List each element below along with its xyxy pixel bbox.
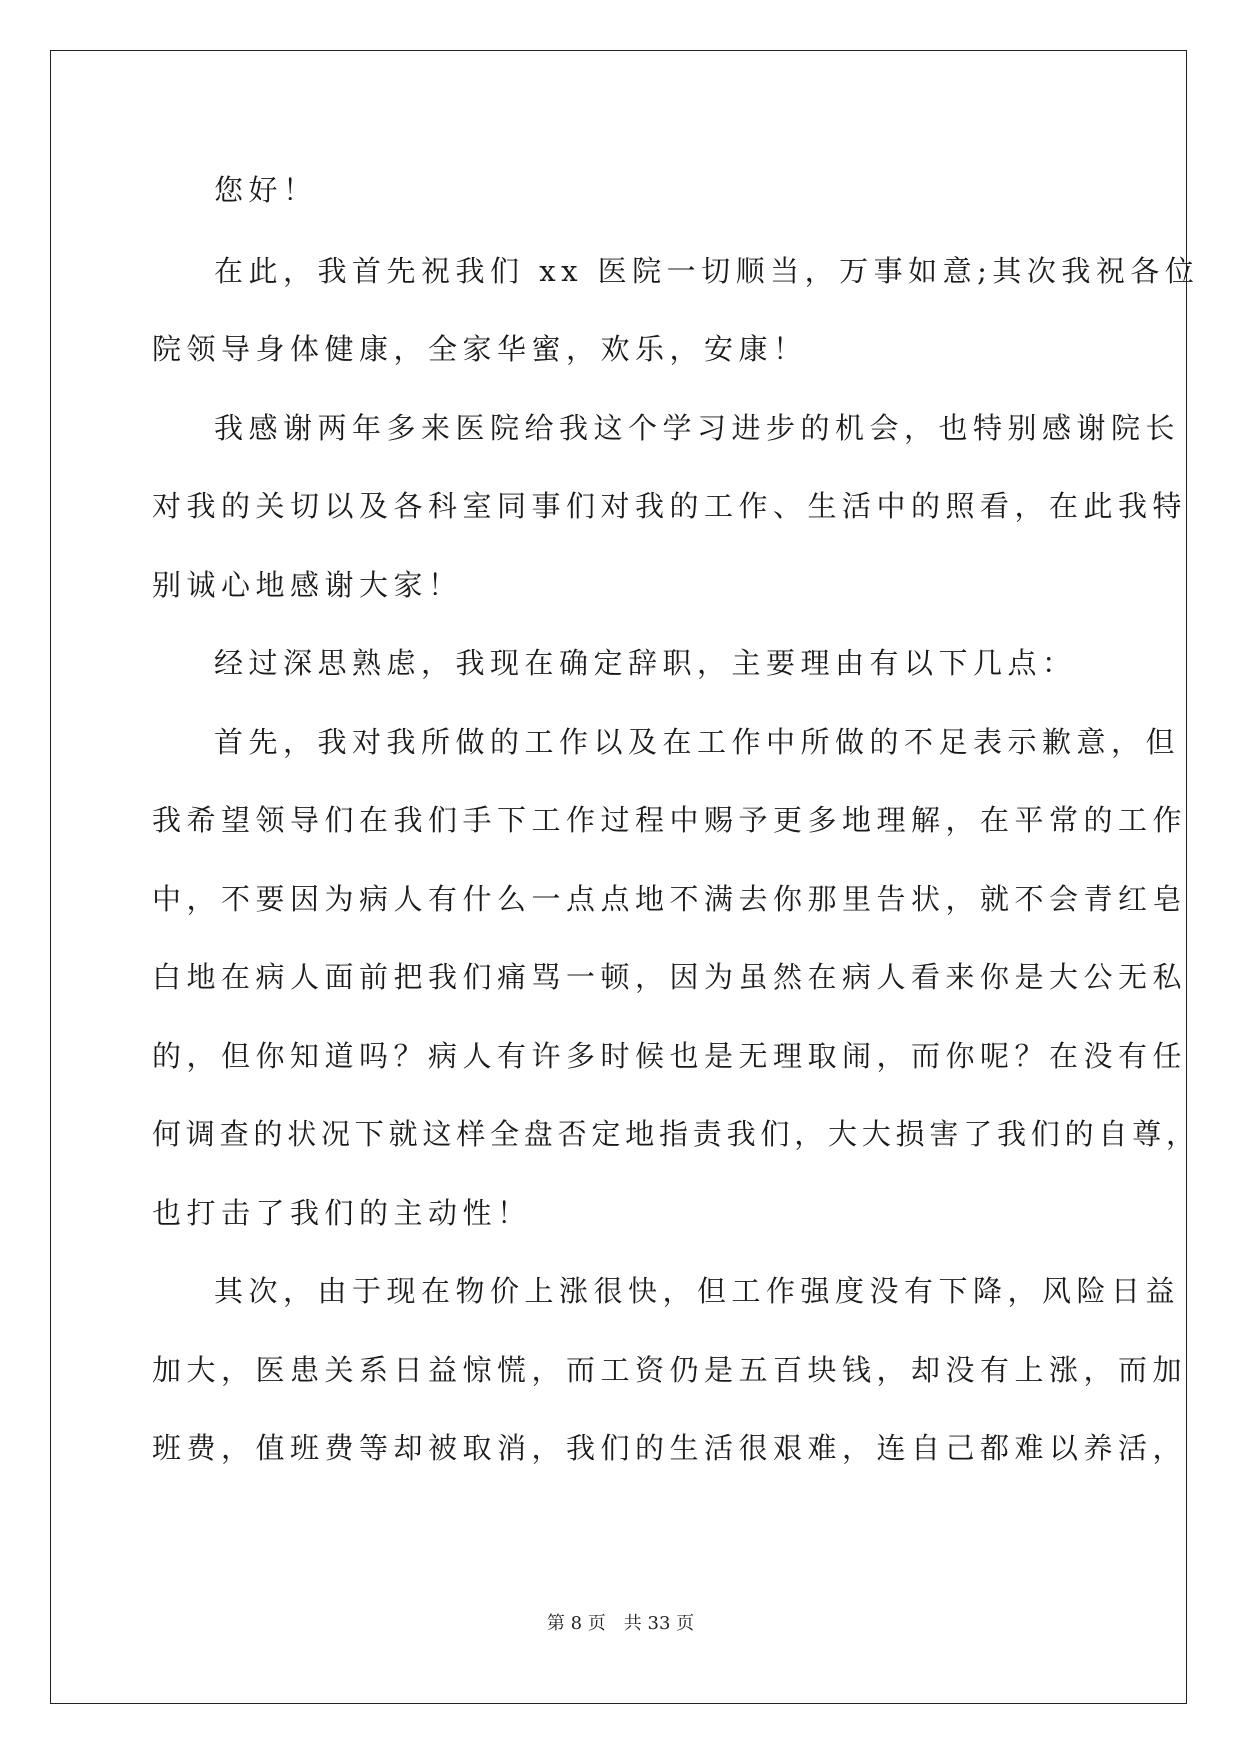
paragraph-line: 对我的关切以及各科室同事们对我的工作、生活中的照看，在此我特 [152, 489, 1188, 523]
page-footer [0, 1612, 1241, 1636]
paragraph-line: 中，不要因为病人有什么一点点地不满去你那里告状，就不会青红皂 [152, 882, 1188, 916]
paragraph-line: 其次，由于现在物价上涨很快，但工作强度没有下降，风险日益 [214, 1274, 1181, 1308]
paragraph-line: 何调查的状况下就这样全盘否定地指责我们，大大损害了我们的自尊， [152, 1117, 1200, 1151]
greeting-line: 您好！ [214, 173, 318, 207]
paragraph-line: 也打击了我们的主动性！ [152, 1196, 532, 1230]
paragraph-line: 我感谢两年多来医院给我这个学习进步的机会，也特别感谢院长 [214, 411, 1181, 445]
paragraph-line: 院领导身体健康，全家华蜜，欢乐，安康！ [152, 332, 808, 366]
paragraph-line: 白地在病人面前把我们痛骂一顿，因为虽然在病人看来你是大公无私 [152, 960, 1188, 994]
paragraph-line: 首先，我对我所做的工作以及在工作中所做的不足表示歉意，但 [214, 725, 1181, 759]
paragraph-line: 班费，值班费等却被取消，我们的生活很艰难，连自己都难以养活， [152, 1431, 1188, 1465]
paragraph-line: 加大，医患关系日益惊慌，而工资仍是五百块钱，却没有上涨，而加 [152, 1353, 1188, 1387]
paragraph-line: 在此，我首先祝我们 xx 医院一切顺当，万事如意;其次我祝各位 [214, 254, 1200, 288]
paragraph-line: 我希望领导们在我们手下工作过程中赐予更多地理解，在平常的工作 [152, 803, 1188, 837]
paragraph-line: 经过深思熟虑，我现在确定辞职，主要理由有以下几点： [214, 646, 1077, 680]
paragraph-line: 的，但你知道吗？病人有许多时候也是无理取闹，而你呢？在没有任 [152, 1039, 1188, 1073]
page-number-current: 第 8 页 [546, 1613, 606, 1634]
paragraph-line: 别诚心地感谢大家！ [152, 568, 463, 602]
page-number-total: 共 33 页 [623, 1613, 695, 1634]
